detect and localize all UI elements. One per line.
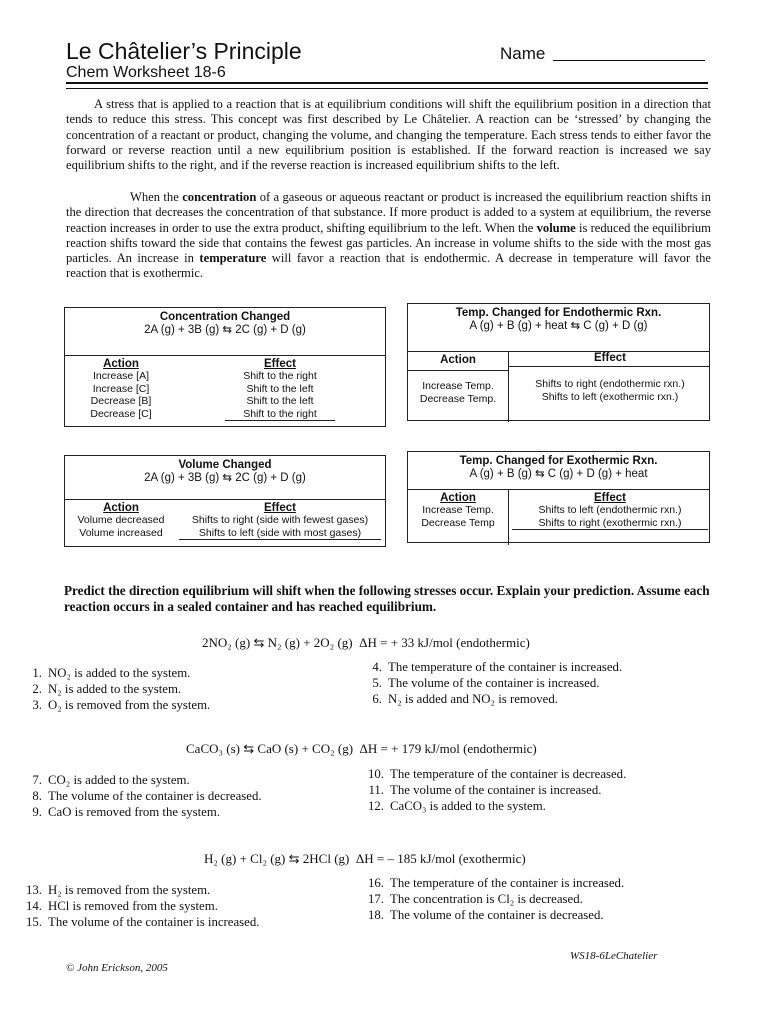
table-cell: Shifts to left (exothermic rxn.)	[541, 390, 679, 403]
question-item: 13. H₂ is removed from the system.	[26, 883, 211, 897]
table-cell: Shift to the right	[243, 370, 317, 382]
table-cell: Decrease Temp	[421, 516, 495, 529]
question-item: 18. The volume of the container is decreased.	[368, 908, 604, 922]
question-item: 2. N₂ is added to the system.	[32, 682, 182, 696]
question-item: 6. N₂ is added and NO₂ is removed.	[372, 692, 558, 706]
volume-table	[64, 455, 386, 547]
table-cell: Decrease [C]	[90, 407, 152, 420]
table-cell: Shifts to right (exothermic rxn.)	[512, 517, 708, 531]
table-title: Volume Changed	[178, 459, 272, 471]
intro-paragraph-2: When the concentration of a gaseous or aqueous reactant or product is increased the equilibrium reaction shifts in the direction that decreases the concentration of that substance. If more product is added to a system at equilibrium, the reverse reaction increases in order to use the extra product, shifting equilibrium to the left. When the volume is reduced the equilibrium reaction shifts toward the side that contains the fewest gas particles. An increase in volume shifts to the side with the most gas particles. An increase in temperature will favor a reaction that is endothermic. A decrease in temperature will favor the reaction that is exothermic.	[66, 190, 711, 281]
table-cell: Shift to the left	[246, 395, 314, 407]
table-equation: 2A (g) + 3B (g) ⇆ 2C (g) + D (g)	[144, 472, 306, 484]
name-label: Name	[500, 44, 546, 63]
action-header: Action	[103, 502, 139, 514]
question-item: 4. The temperature of the container is increased.	[372, 660, 623, 674]
action-header: Action	[440, 492, 476, 504]
table-equation: 2A (g) + 3B (g) ⇆ 2C (g) + D (g)	[144, 324, 306, 336]
question-item: 3. O₂ is removed from the system.	[32, 698, 211, 712]
reaction-2-questions-left	[22, 772, 262, 820]
table-cell: Increase [C]	[92, 382, 150, 395]
term-concentration: concentration	[182, 190, 257, 204]
reaction-2-questions-right	[364, 766, 626, 814]
table-cell: Shift to the left	[246, 382, 314, 395]
question-item: 16. The temperature of the container is increased.	[368, 876, 625, 890]
question-item: 12. CaCO₃ is added to the system.	[368, 799, 546, 813]
concentration-table	[64, 307, 386, 427]
table-equation: A (g) + B (g) ⇆ C (g) + D (g) + heat	[469, 468, 648, 480]
table-cell: Shift to the right	[225, 408, 335, 422]
header-rule	[66, 82, 708, 84]
question-item: 14. HCl is removed from the system.	[26, 899, 218, 913]
effect-header: Effect	[594, 352, 626, 364]
term-volume: volume	[536, 220, 576, 235]
reaction-2-equation: CaCO₃ (s) ⇆ CaO (s) + CO₂ (g) ΔH = + 179 kJ/mol (endothermic)	[186, 741, 537, 756]
question-item: 7. CO₂ is added to the system.	[32, 773, 190, 787]
table-cell: Increase [A]	[92, 370, 150, 382]
intro-paragraph-1: A stress that is applied to a reaction that is at equilibrium conditions will shift the equilibrium position in a direction that tends to reduce this stress. This concept was first described by Le Châtelier. A reaction can be ‘stressed’ by changing the concentration of a reactant or product, changing the volume, and changing the temperature. Each stress tends to either favor the forward or reverse reaction until a new equilibrium position is established. If the forward reaction is increased we say equilibrium shifts to the right, and if the reverse reaction is increased equilibrium shifts to the left.	[66, 97, 711, 173]
name-blank-line[interactable]	[553, 60, 705, 61]
exothermic-table	[407, 451, 710, 543]
reaction-1-questions-right	[362, 659, 622, 707]
table-cell: Increase Temp.	[422, 380, 494, 392]
question-item: 9. CaO is removed from the system.	[32, 805, 221, 819]
copyright-notice: © John Erickson, 2005	[66, 962, 168, 974]
reaction-3-questions-right	[364, 875, 624, 923]
action-header: Action	[440, 354, 476, 366]
instructions: Predict the direction equilibrium will shift when the following stresses occur. Explain your prediction. Assume each reaction occurs in a sealed container and has reached equilibrium.	[64, 583, 710, 614]
table-equation: A (g) + B (g) + heat ⇆ C (g) + D (g)	[469, 320, 648, 332]
table-title: Temp. Changed for Endothermic Rxn.	[455, 307, 662, 319]
table-cell: Shifts to left (endothermic rxn.)	[538, 504, 682, 516]
reaction-1-equation: 2NO₂ (g) ⇆ N₂ (g) + 2O₂ (g) ΔH = + 33 kJ/mol (endothermic)	[202, 635, 530, 650]
table-cell: Shifts to right (endothermic rxn.)	[535, 378, 685, 390]
table-title: Temp. Changed for Exothermic Rxn.	[459, 455, 658, 467]
table-title: Concentration Changed	[159, 311, 291, 323]
reaction-3-questions-left	[22, 882, 259, 930]
worksheet-title: Le Châtelier’s Principle	[66, 38, 302, 64]
question-item: 5. The volume of the container is increased.	[372, 676, 600, 690]
question-item: 17. The concentration is Cl₂ is decreased.	[368, 892, 583, 906]
question-item: 15. The volume of the container is increased.	[26, 915, 260, 929]
header-rule-thin	[66, 88, 708, 89]
reaction-3-equation: H₂ (g) + Cl₂ (g) ⇆ 2HCl (g) ΔH = – 185 kJ/mol (exothermic)	[204, 851, 526, 866]
table-cell: Volume increased	[79, 526, 163, 539]
question-item: 8. The volume of the container is decreased.	[32, 789, 262, 803]
effect-header: Effect	[264, 358, 296, 370]
question-item: 11. The volume of the container is increased.	[368, 783, 602, 797]
reaction-1-questions-left	[22, 665, 210, 713]
worksheet-code: WS18-6LeChatelier	[570, 950, 658, 962]
term-temperature: temperature	[199, 251, 267, 266]
action-header: Action	[103, 358, 139, 370]
effect-header: Effect	[264, 502, 296, 514]
table-cell: Volume decreased	[77, 514, 165, 526]
worksheet-subtitle: Chem Worksheet 18-6	[66, 64, 226, 81]
endothermic-table	[407, 303, 710, 421]
question-item: 10. The temperature of the container is decreased.	[368, 767, 627, 781]
table-cell: Decrease [B]	[90, 395, 152, 407]
table-cell: Increase Temp.	[422, 504, 494, 516]
question-item: 1. NO₂ is added to the system.	[32, 666, 191, 680]
table-cell: Decrease Temp.	[419, 392, 497, 405]
effect-header: Effect	[594, 492, 626, 504]
table-cell: Shifts to left (side with most gases)	[179, 527, 381, 541]
table-cell: Shifts to right (side with fewest gases)	[191, 514, 369, 526]
